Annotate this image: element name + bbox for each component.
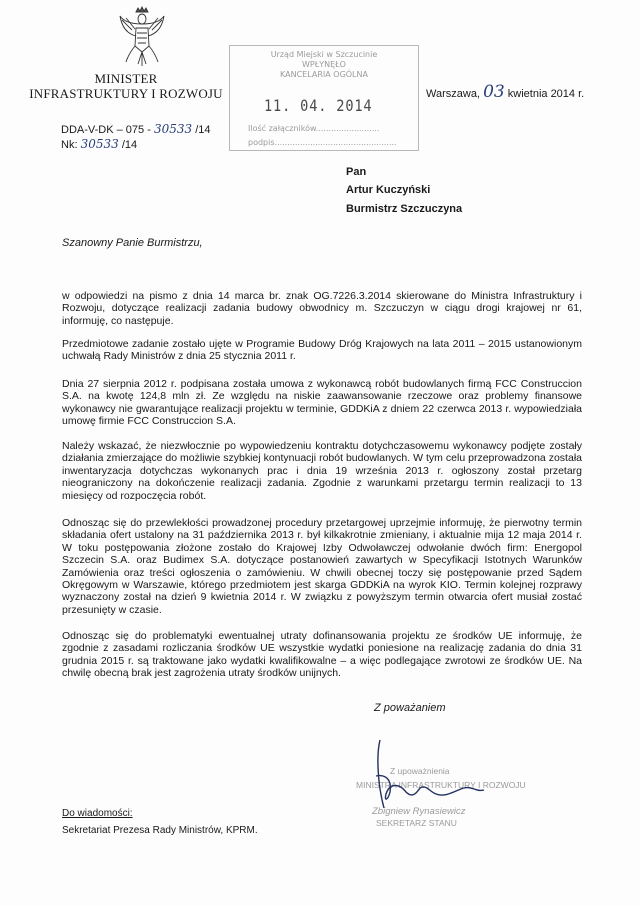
stamp-received: WPŁYNĘŁO (302, 60, 346, 69)
place-date (426, 82, 584, 102)
paragraph-6: Odnosząc się do problematyki ewentualnej utraty dofinansowania projektu ze środków UE informuję, że zgodnie z zasadami rozliczania środków UE wszystkie wydatki poniesione na realizację zadania do dnia 31 grudnia 2015 r. są traktowane jako wydatki kwalifikowalne – a więc podlegające zwrotowi ze środków UE. Na chwilę obecną brak jest zagrożenia utraty środków unijnych. (62, 630, 582, 680)
letterhead (20, 71, 232, 101)
closing: Z poważaniem (374, 702, 446, 714)
nk-suffix: /14 (121, 139, 138, 151)
receipt-stamp (229, 45, 419, 151)
stamp-attachments: Ilość załączników......................... (248, 124, 380, 133)
signature-block (346, 736, 526, 836)
polish-eagle-icon (118, 6, 166, 68)
reference-suffix: /14 (195, 124, 211, 136)
recipient-salutation: Pan (346, 166, 367, 178)
paragraph-2: Przedmiotowe zadanie zostało ujęte w Programie Budowy Dróg Krajowych na lata 2011 – 2015 ustanowionym uchwałą Rady Ministrów z dnia 25 stycznia 2011 r. (62, 338, 582, 363)
cc-item: Sekretariat Prezesa Rady Ministrów, KPRM. (62, 825, 258, 836)
place: Warszawa, (426, 88, 480, 100)
letterhead-line1: MINISTER (94, 71, 158, 86)
handwritten-day: 03 (483, 82, 505, 102)
nk-number: 30533 (80, 137, 119, 151)
reference-prefix: DDA-V-DK – 075 - (61, 124, 151, 136)
letterhead-line2: INFRASTRUKTURY I ROZWOJU (29, 86, 223, 101)
paragraph-4: Należy wskazać, że niezwłocznie po wypowiedzeniu kontraktu dotychczasowemu wykonawcy podjęte zostały działania zmierzające do możliwie szybkiej kontynuacji robót budowlanych. W tym celu przeprowadzona została inwentaryzacja dotychczas wykonanych prac i dnia 19 września 2013 r. ogłoszony został przetarg nieograniczony na dokończenie realizacji zadania. Zgodnie z warunkami przetargu termin realizacji to 13 miesięcy od rozpoczęcia robót. (62, 440, 582, 502)
greeting: Szanowny Panie Burmistrzu, (62, 237, 203, 249)
signature-ministry: MINISTRA INFRASTRUKTURY I ROZWOJU (356, 780, 526, 790)
signature-authorization: Z upoważnienia (390, 766, 450, 776)
reference-line-2 (61, 137, 137, 151)
recipient-title: Burmistrz Szczuczyna (346, 203, 463, 215)
stamp-office: Urząd Miejski w Szczucinie (270, 50, 378, 59)
stamp-date: 11. 04. 2014 (264, 96, 373, 115)
paragraph-1: w odpowiedzi na pismo z dnia 14 marca br. znak OG.7226.3.2014 skierowane do Ministra Infrastruktury i Rozwoju, dotyczące realizacji zadania budowy obwodnicy m. Szczuczyn w ciągu drogi krajowej nr 61, informuję, co następuje. (62, 290, 582, 327)
signature-role: SEKRETARZ STANU (376, 818, 457, 828)
handwritten-signature (346, 736, 516, 836)
nk-prefix: Nk: (61, 139, 78, 151)
stamp-signature: podpis................................................ (248, 138, 397, 147)
recipient-name: Artur Kuczyński (346, 184, 431, 196)
month-year: kwietnia 2014 r. (507, 88, 585, 100)
cc-label: Do wiadomości: (62, 808, 133, 819)
reference-line-1 (61, 122, 210, 136)
paragraph-5: Odnosząc się do przewlekłości prowadzonej procedury przetargowej uprzejmie informuję, że pierwotny termin składania ofert ustalony na 31 października 2013 r. był kilkakrotnie zmieniany, i aktualnie mija 12 maja 2014 r. W toku postępowania złożone zostało do Krajowej Izby Odwoławczej odwołanie dwóch firm: Energopol Szczecin S.A. oraz Budimex S.A. dotyczące postanowień zawartych w Specyfikacji Istotnych Warunków Zamówienia oraz treści ogłoszenia o zamówieniu. W chwili obecnej toczy się postępowanie przed Sądem Okręgowym w Warszawie, którego przedmiotem jest skarga GDDKiA na wyrok KIO. Termin kolejnej rozprawy wyznaczony został na dzień 9 kwietnia 2014 r. W związku z powyższym termin otwarcia ofert musiał zostać przesunięty w czasie. (62, 517, 582, 616)
paragraph-3: Dnia 27 sierpnia 2012 r. podpisana została umowa z wykonawcą robót budowlanych firmą FCC Construccion S.A. na kwotę 124,8 mln zł. Ze względu na niskie zaawansowanie rzeczowe oraz problemy finansowe wykonawcy nie gwarantujące realizacji projektu w terminie, GDDKiA z dniem 22 czerwca 2013 r. wypowiedziała umowę firmie FCC Construccion S.A. (62, 378, 582, 428)
stamp-chancellery: KANCELARIA OGÓLNA (280, 70, 368, 79)
reference-number: 30533 (153, 122, 193, 136)
signature-name: Zbigniew Rynasiewicz (372, 806, 466, 817)
